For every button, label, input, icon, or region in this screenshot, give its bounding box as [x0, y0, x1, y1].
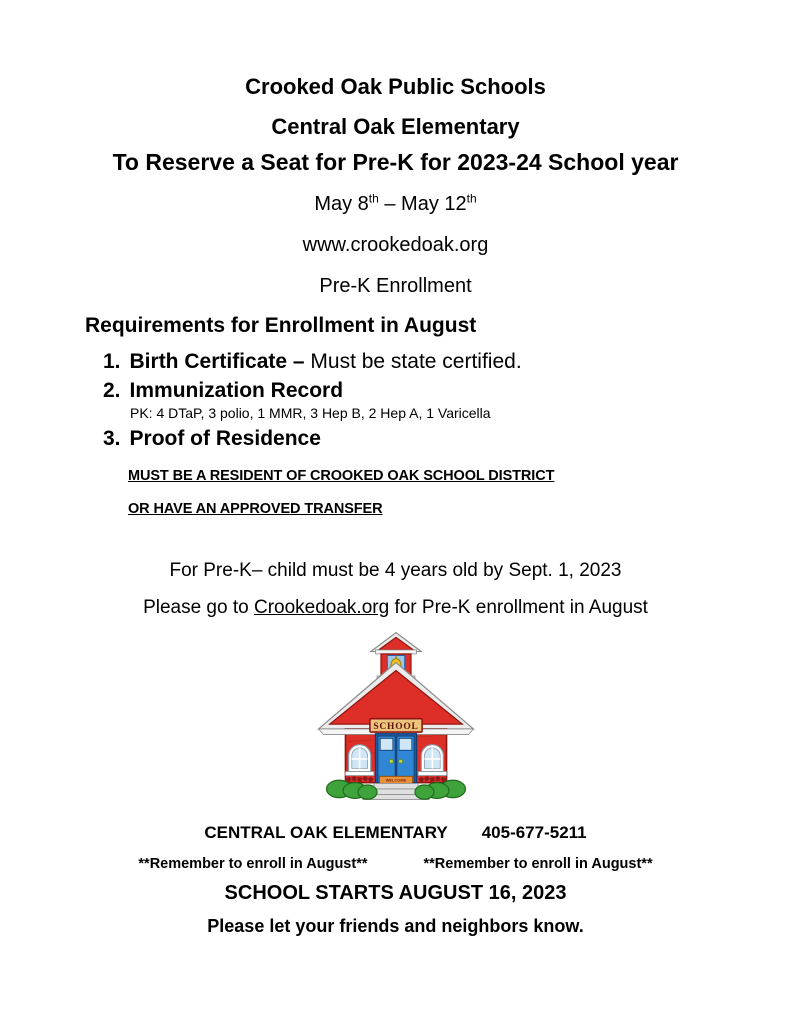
right-window-sill [418, 772, 446, 776]
door-handle [389, 759, 393, 763]
footer-phone: 405-677-5211 [481, 823, 587, 842]
requirements-heading: Requirements for Enrollment in August [85, 314, 477, 337]
reminder-right: **Remember to enroll in August** [423, 856, 653, 872]
reminder-left: **Remember to enroll in August** [138, 856, 368, 872]
ordinal-suffix: th [466, 191, 477, 206]
item-number: 2. [103, 379, 121, 402]
requirements-section [85, 313, 791, 517]
list-item-proof-of-residence: 3. Proof of Residence [103, 427, 321, 450]
crookedoak-link[interactable]: Crookedoak.org [253, 597, 390, 618]
footer-school-line [0, 823, 791, 843]
immunization-detail: PK: 4 DTaP, 3 polio, 1 MMR, 3 Hep B, 2 Hep A, 1 Varicella [130, 405, 491, 421]
door-handle [398, 759, 402, 763]
prek-enrollment-subtitle: Pre-K Enrollment [319, 275, 472, 297]
school-start-line: SCHOOL STARTS AUGUST 16, 2023 [224, 882, 567, 904]
school-title: Central Oak Elementary [271, 114, 520, 139]
schoolhouse-illustration [0, 631, 791, 805]
school-sign-text: SCHOOL [372, 721, 419, 732]
ordinal-suffix: th [368, 191, 379, 206]
requirements-list [85, 349, 791, 451]
left-window-sill [345, 772, 373, 776]
age-requirement-line: For Pre-K– child must be 4 years old by Sept. 1, 2023 [169, 560, 622, 581]
right-door-window [399, 738, 412, 750]
residency-note: MUST BE A RESIDENT OF CROOKED OAK SCHOOL DISTRICT [128, 468, 555, 484]
footer-school-name: CENTRAL OAK ELEMENTARY [204, 823, 448, 842]
enrollment-link-line: Please go to Crookedoak.org for Pre-K enrollment in August [143, 597, 648, 618]
share-line: Please let your friends and neighbors know. [207, 916, 584, 936]
date-range: May 8th – May 12th [314, 191, 477, 215]
schoolhouse-icon [317, 631, 475, 800]
district-title: Crooked Oak Public Schools [245, 74, 546, 99]
website-text: www.crookedoak.org [302, 234, 489, 256]
transfer-note: OR HAVE AN APPROVED TRANSFER [128, 501, 383, 517]
item-number: 1. [103, 350, 121, 373]
roof [329, 670, 462, 724]
list-item-birth-certificate: 1. Birth Certificate – Must be state certified. [103, 350, 522, 373]
list-item-immunization: 2. Immunization Record [103, 379, 344, 402]
left-door-window [380, 738, 393, 750]
reminder-line [0, 856, 791, 872]
step-top [373, 783, 417, 789]
cupola-roof-band [375, 650, 416, 654]
welcome-mat-text: WELCOME [385, 777, 406, 783]
reserve-seat-title: To Reserve a Seat for Pre-K for 2023-24 School year [112, 149, 679, 175]
item-number: 3. [103, 427, 121, 450]
